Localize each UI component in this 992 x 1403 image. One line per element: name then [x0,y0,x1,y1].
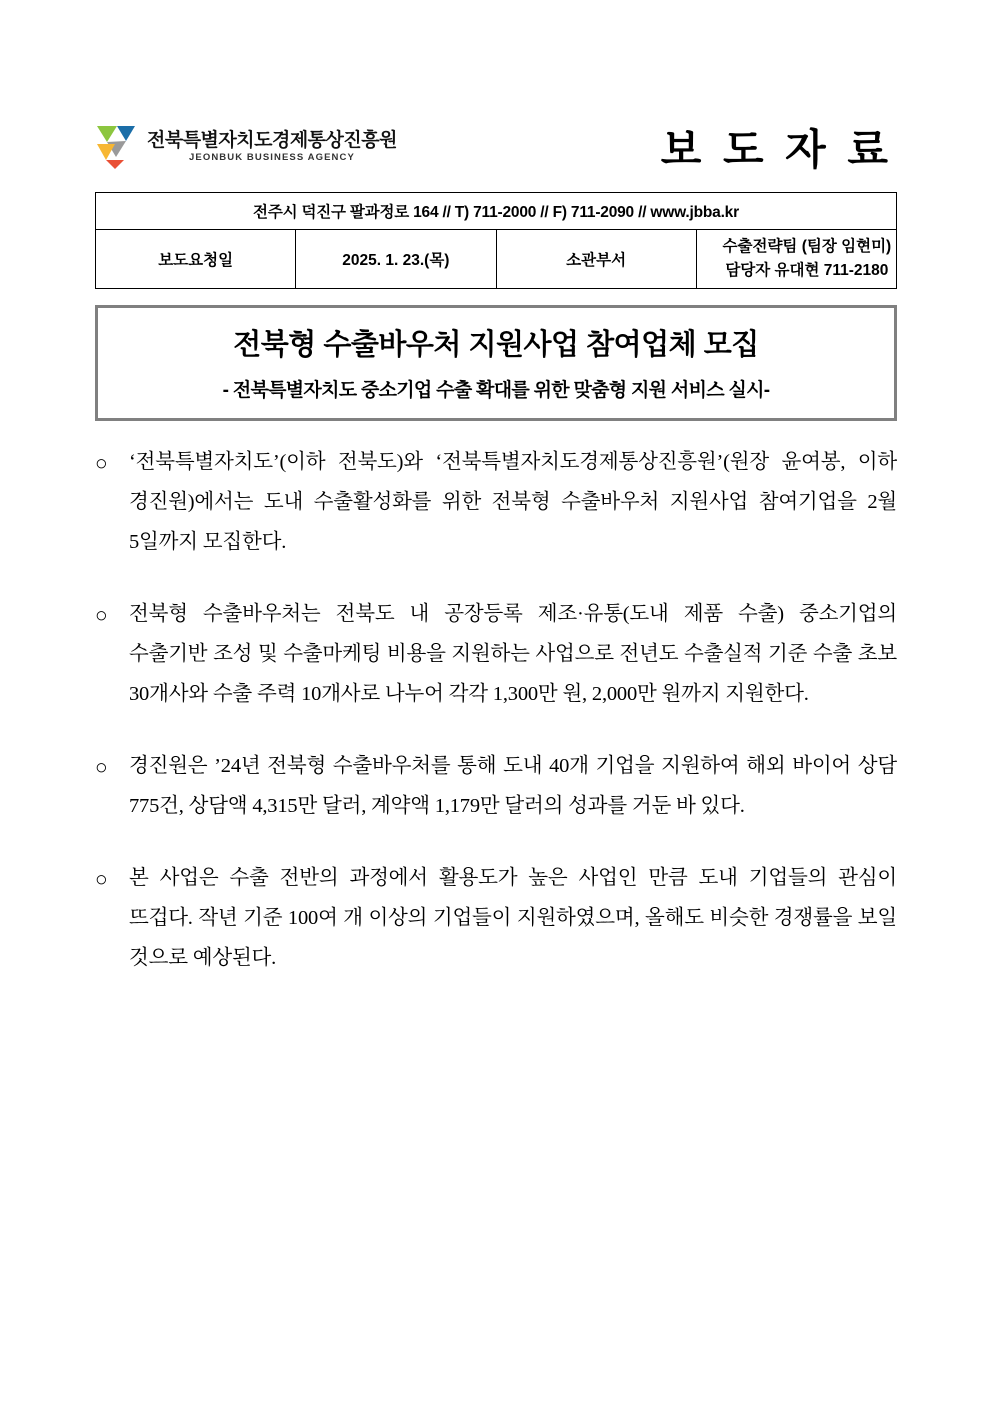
headline-subtitle: - 전북특별자치도 중소기업 수출 확대를 위한 맞춤형 지원 서비스 실시- [222,380,770,401]
department-value [696,230,896,289]
paragraph-text: 본 사업은 수출 전반의 과정에서 활용도가 높은 사업인 만큼 도내 기업들의 관심이 뜨겁다. 작년 기준 100여 개 이상의 기업들이 지원하였으며, 올해도 비슷한 경쟁률을 보일 것으로 예상된다. [129,866,897,969]
paragraph-item [95,595,897,715]
document-info-table [95,192,897,289]
masthead [95,108,897,186]
paragraph-text: ‘전북특별자치도’(이하 전북도)와 ‘전북특별자치도경제통상진흥원’(원장 윤여봉, 이하 경진원)에서는 도내 수출활성화를 위한 전북형 수출바우처 지원사업 참여기업을 2월 5일까지 모집한다. [129,451,897,553]
document-kind-title: 보 도 자 료 [660,126,893,173]
paragraph-text: 경진원은 ’24년 전북형 수출바우처를 통해 도내 40개 기업을 지원하여 해외 바이어 상담 775건, 상담액 4,315만 달러, 계약액 1,179만 달러의 성과를 거둔 바 있다. [129,754,897,817]
bullet-circle-icon: ○ [95,451,108,475]
department-team-line: 수출전략팀 (팀장 임현미) [722,237,892,255]
paragraph-item [95,747,897,827]
jbba-logo-icon [95,124,137,170]
organization-block [95,124,397,170]
paragraph-item [95,859,897,979]
headline-box [95,305,897,421]
meta-row [96,230,897,289]
headline-main: 전북형 수출바우처 지원사업 참여업체 모집 [233,329,759,361]
body-content [95,443,897,979]
address-row [96,193,897,230]
paragraph-text: 전북형 수출바우처는 전북도 내 공장등록 제조·유통(도내 제품 수출) 중소기업의 수출기반 조성 및 수출마케팅 비용을 지원하는 사업으로 전년도 수출실적 기준 수출 초보 30개사와 수출 주력 10개사로 나누어 각각 1,300만 원, 2,000만 원까지 지원한다. [129,602,897,705]
department-contact-line: 담당자 유대현 711-2180 [725,262,889,279]
request-date-label: 보도요청일 [96,230,296,289]
bullet-circle-icon: ○ [95,866,108,891]
address-cell: 전주시 덕진구 팔과정로 164 // T) 711-2000 // F) 711-2090 // www.jbba.kr [96,193,897,230]
organization-name [147,131,397,164]
request-date-value: 2025. 1. 23.(목) [296,230,496,289]
bullet-circle-icon: ○ [95,754,108,779]
bullet-circle-icon: ○ [95,602,108,627]
paragraph-item [95,443,897,563]
organization-name-en: JEONBUK BUSINESS AGENCY [189,152,355,164]
organization-name-ko: 전북특별자치도경제통상진흥원 [147,129,397,151]
department-label: 소관부서 [496,230,696,289]
